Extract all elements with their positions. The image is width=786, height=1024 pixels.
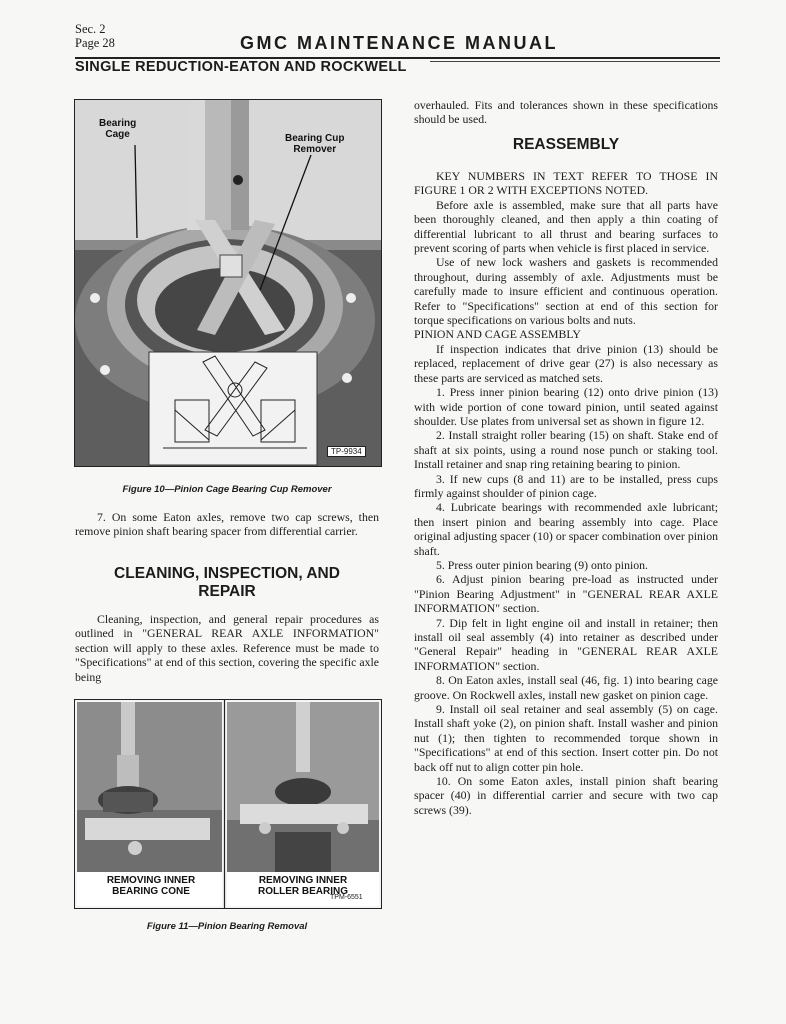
step-8: 8. On Eaton axles, install seal (46, fig. 1) into bearing cage groove. On Rockwell axles, install new gasket on pinion cage.	[414, 673, 718, 702]
label-remover-line2: Remover	[293, 144, 337, 155]
step-7: 7. Dip felt in light engine oil and install in retainer; then install oil seal assembly (4) into retainer as described under "General Repair" heading in "GENERAL REAR AXLE INFORMATION" section.	[414, 615, 718, 673]
step-4: 4. Lubricate bearings with recommended axle lubricant; then insert pinion and bearing assembly into cage. Place original adjusting spacer (10) or spacer combination over pinion shaft.	[414, 500, 718, 558]
right-column-top	[414, 98, 718, 127]
header-rule-thin	[430, 61, 720, 62]
heading-reassembly: REASSEMBLY	[512, 136, 620, 153]
right-column-body	[414, 169, 718, 817]
page-number: Page 28	[75, 36, 115, 50]
figure-11-photo	[74, 699, 382, 909]
heading-cleaning: CLEANING, INSPECTION, AND REPAIR	[114, 565, 340, 600]
label-bearing-cage-line1: Bearing	[99, 118, 137, 129]
para-step-7: 7. On some Eaton axles, remove two cap screws, then remove pinion shaft bearing spacer from differential carrier.	[75, 510, 379, 539]
left-column-upper	[75, 510, 379, 539]
label-right-line1: REMOVING INNER	[258, 875, 348, 886]
para-lock-washers: Use of new lock washers and gaskets is recommended throughout, during assembly of axle. Adjustments must be carefully made to insure efficient and continuous operation. Refer to "Specifications" section at end of this section for torque specifications on various bolts and nuts.	[414, 255, 718, 328]
label-bearing-cup-remover	[285, 133, 344, 155]
figure-10-photo	[74, 99, 382, 467]
label-left-line1: REMOVING INNER	[106, 875, 196, 886]
step-9: 9. Install oil seal retainer and seal assembly (5) on cage. Install shaft yoke (2), on pinion shaft. Install washer and pinion nut (1); then tighten to recommended torque shown in "Specifications" at end of this section. Insert cotter pin. Do not back off nut to align cotter pin hole.	[414, 702, 718, 774]
figure-11-caption: Figure 11—Pinion Bearing Removal	[146, 921, 308, 932]
section-number	[75, 22, 115, 50]
para-before-assembly: Before axle is assembled, make sure that all parts have been thoroughly cleaned, and then apply a thin coating of differential lubricant to all thrust and bearing surfaces to prevent scoring of parts when vehicle is first placed in service.	[414, 197, 718, 256]
para-overhauled: overhauled. Fits and tolerances shown in these specifications should be used.	[414, 98, 718, 127]
section-subtitle: SINGLE REDUCTION-EATON AND ROCKWELL	[75, 59, 407, 75]
label-bearing-cage	[99, 118, 136, 140]
label-bearing-cage-line2: Cage	[105, 129, 130, 140]
para-key-numbers: KEY NUMBERS IN TEXT REFER TO THOSE IN FIGURE 1 OR 2 WITH EXCEPTIONS NOTED.	[414, 169, 718, 198]
label-left-line2: BEARING CONE	[112, 886, 190, 897]
step-1: 1. Press inner pinion bearing (12) onto drive pinion (13) with wide portion of cone toward pinion, until seated against shoulder. Use plates from universal set as shown in figure 12.	[414, 385, 718, 428]
label-remover-line1: Bearing Cup	[285, 133, 345, 144]
figure-11-tag: TPM-6551	[330, 894, 363, 901]
step-2: 2. Install straight roller bearing (15) on shaft. Stake end of shaft at six points, using a round nose punch or staking tool. Install retainer and snap ring retaining bearing to pinion.	[414, 428, 718, 472]
manual-title: GMC MAINTENANCE MANUAL	[240, 33, 558, 53]
label-removing-inner-cone	[83, 875, 219, 897]
para-cleaning: Cleaning, inspection, and general repair procedures as outlined in "GENERAL REAR AXLE INFORMATION" section will apply to these axles. Reference must be made to "Specifications" at end of this section, covering the specific axle being	[75, 612, 379, 684]
step-3: 3. If new cups (8 and 11) are to be installed, press cups firmly against shoulder of pinion cage.	[414, 471, 718, 500]
step-6: 6. Adjust pinion bearing pre-load as instructed under "Pinion Bearing Adjustment" in "GENERAL REAR AXLE INFORMATION" section.	[414, 572, 718, 616]
section-label: Sec. 2	[75, 22, 106, 36]
para-if-inspection: If inspection indicates that drive pinion (13) should be replaced, replacement of drive gear (27) is also necessary as these parts are serviced as matched sets.	[414, 341, 718, 385]
step-5: 5. Press outer pinion bearing (9) onto pinion.	[436, 557, 648, 572]
left-column-cleaning	[75, 612, 379, 684]
figure-10-caption: Figure 10—Pinion Cage Bearing Cup Remover	[122, 484, 332, 495]
figure-10-tag: TP-9934	[327, 446, 366, 457]
label-right-line2: ROLLER BEARING	[258, 886, 348, 897]
subhead-pinion-cage: PINION AND CAGE ASSEMBLY	[414, 327, 581, 342]
step-10: 10. On some Eaton axles, install pinion shaft bearing spacer (40) in differential carrier and secure with two cap screws (39).	[414, 774, 718, 817]
